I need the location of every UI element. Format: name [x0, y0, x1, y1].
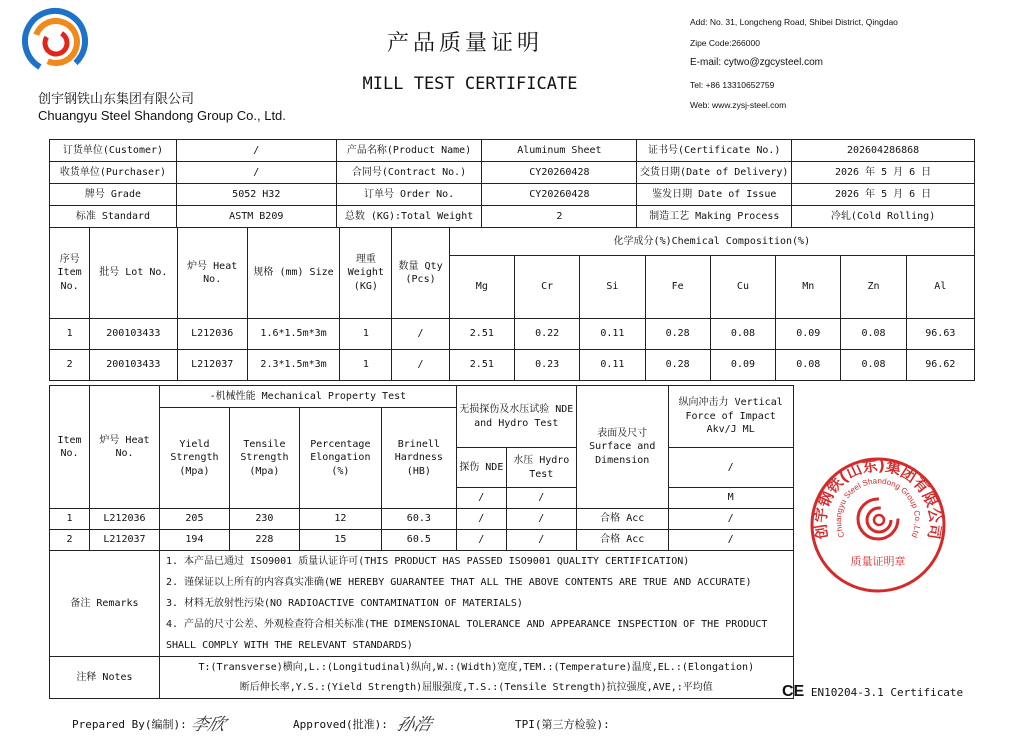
- chemical-composition-header: 化学成分(%)Chemical Composition(%): [449, 228, 974, 256]
- document-title-cn: 产品质量证明: [386, 31, 543, 56]
- mg-cell: 2.51: [449, 319, 514, 350]
- company-web: Web: www.zysj-steel.com: [690, 100, 787, 110]
- element-header: Zn: [841, 256, 906, 319]
- impact-cell: /: [668, 530, 793, 551]
- heat-no-header: 炉号 Heat No.: [89, 386, 159, 509]
- ce-mark-icon: CE: [782, 683, 805, 700]
- nde-cell: /: [456, 530, 506, 551]
- company-address: Add: No. 31, Longcheng Road, Shibei District, Qingdao: [690, 17, 898, 27]
- surface-dimension-header: 表面及尺寸 Surface and Dimension: [576, 386, 668, 509]
- certificate-no-value: 202604286868: [792, 140, 975, 162]
- impact-header: 纵向冲击力 Vertical Force of Impact Akv/J ML: [668, 386, 793, 448]
- al-cell: 96.62: [906, 350, 974, 381]
- mn-cell: 0.08: [776, 350, 841, 381]
- qty-cell: /: [392, 350, 449, 381]
- customer-label: 订货单位(Customer): [50, 140, 177, 162]
- brinell-hardness-header: Brinell Hardness (HB): [381, 408, 456, 509]
- hydro-cell: /: [506, 509, 576, 530]
- notes-line: 断后伸长率,Y.S.:(Yield Strength)屈服强度,T.S.:(Tensile Strength)抗拉强度,AVE,:平均值: [239, 681, 713, 693]
- lot-no-header: 批号 Lot No.: [90, 228, 177, 319]
- company-name-cn: 创宇钢铁山东集团有限公司: [38, 92, 195, 107]
- impact-cell: /: [668, 509, 793, 530]
- purchaser-label: 收货单位(Purchaser): [50, 162, 177, 184]
- nde-subheader: 探伤 NDE: [456, 448, 506, 488]
- item-no-cell: 2: [50, 350, 90, 381]
- heat-no-cell: L212037: [177, 350, 247, 381]
- nde-cell: /: [456, 509, 506, 530]
- grade-label: 牌号 Grade: [50, 184, 177, 206]
- company-email: E-mail: cytwo@zgcysteel.com: [690, 57, 823, 68]
- delivery-date-value: 2026 年 5 月 6 日: [792, 162, 975, 184]
- si-cell: 0.11: [580, 350, 645, 381]
- notes-label: 注释 Notes: [50, 657, 160, 699]
- approved-signature: 孙浩: [394, 715, 435, 735]
- grade-value: 5052 H32: [176, 184, 336, 206]
- total-weight-value: 2: [482, 206, 637, 228]
- stamp-ring-en: Chuangyu Steel Shandong Group Co.,Ltd: [833, 476, 923, 539]
- al-cell: 96.63: [906, 319, 974, 350]
- customer-value: /: [176, 140, 336, 162]
- table-row: [50, 350, 975, 381]
- item-no-cell: 1: [50, 319, 90, 350]
- notes-text: [159, 657, 793, 699]
- chemical-composition-table: [49, 227, 975, 381]
- remark-line: 1. 本产品已通过 ISO9001 质量认证许可(THIS PRODUCT HAS PASSED ISO9001 QUALITY CERTIFICATION): [165, 556, 690, 567]
- element-header: Mg: [449, 256, 514, 319]
- tpi-label: TPI(第三方检验):: [515, 718, 610, 731]
- product-name-label: 产品名称(Product Name): [336, 140, 482, 162]
- heat-no-header: 炉号 Heat No.: [177, 228, 247, 319]
- yield-cell: 205: [159, 509, 229, 530]
- tensile-cell: 230: [229, 509, 299, 530]
- order-no-value: CY20260428: [482, 184, 637, 206]
- mechanical-property-header: -机械性能 Mechanical Property Test: [159, 386, 456, 408]
- hydro-cell: /: [506, 530, 576, 551]
- order-no-label: 订单号 Order No.: [336, 184, 482, 206]
- cu-cell: 0.09: [710, 350, 775, 381]
- quality-seal-stamp: [808, 455, 948, 595]
- surface-cell: 合格 Acc: [576, 509, 668, 530]
- remark-line: 3. 材料无放射性污染(NO RADIOACTIVE CONTAMINATION OF MATERIALS): [165, 598, 523, 609]
- zn-cell: 0.08: [841, 319, 906, 350]
- qty-header: 数量 Qty (Pcs): [392, 228, 449, 319]
- element-header: Mn: [776, 256, 841, 319]
- heat-no-cell: L212036: [89, 509, 159, 530]
- elongation-header: Percentage Elongation (%): [299, 408, 381, 509]
- element-header: Si: [580, 256, 645, 319]
- hydro-slash-cell: /: [506, 488, 576, 509]
- cu-cell: 0.08: [710, 319, 775, 350]
- yield-cell: 194: [159, 530, 229, 551]
- stamp-bottom-text: 质量证明章: [850, 555, 906, 568]
- document-title-en: MILL TEST CERTIFICATE: [362, 74, 578, 94]
- size-cell: 1.6*1.5m*3m: [247, 319, 339, 350]
- table-row: [50, 319, 975, 350]
- remark-line: SHALL COMPLY WITH THE RELEVANT STANDARDS): [165, 640, 413, 651]
- remark-line: 4. 产品的尺寸公差、外观检查符合相关标准(THE DIMENSIONAL TOLERANCE AND APPEARANCE INSPECTION OF THE PRODUCT: [165, 619, 768, 630]
- stamp-ring-text: 创宇钢铁(山东)集团有限公司: [811, 456, 945, 541]
- prepared-by-label: Prepared By(编制):: [72, 718, 187, 731]
- size-cell: 2.3*1.5m*3m: [247, 350, 339, 381]
- cr-cell: 0.22: [514, 319, 579, 350]
- hardness-cell: 60.5: [381, 530, 456, 551]
- element-header: Al: [906, 256, 974, 319]
- item-no-header: Item No.: [50, 386, 90, 509]
- standard-value: ASTM B209: [176, 206, 336, 228]
- weight-header: 理重 Weight (KG): [340, 228, 392, 319]
- size-header: 规格 (mm) Size: [247, 228, 339, 319]
- remarks-label: 备注 Remarks: [50, 551, 160, 657]
- company-logo-icon: [22, 6, 88, 76]
- item-no-cell: 2: [50, 530, 90, 551]
- order-info-table: [49, 139, 975, 228]
- yield-strength-header: Yield Strength (Mpa): [159, 408, 229, 509]
- making-process-label: 制造工艺 Making Process: [637, 206, 792, 228]
- issue-date-label: 鉴发日期 Date of Issue: [637, 184, 792, 206]
- surface-cell: 合格 Acc: [576, 530, 668, 551]
- ce-certificate-mark: [782, 683, 963, 701]
- contract-no-value: CY20260428: [482, 162, 637, 184]
- purchaser-value: /: [176, 162, 336, 184]
- product-name-value: Aluminum Sheet: [482, 140, 637, 162]
- tensile-strength-header: Tensile Strength (Mpa): [229, 408, 299, 509]
- en10204-text: EN10204-3.1 Certificate: [810, 686, 964, 699]
- company-name-en: Chuangyu Steel Shandong Group Co., Ltd.: [38, 108, 286, 123]
- hardness-cell: 60.3: [381, 509, 456, 530]
- qty-cell: /: [392, 319, 449, 350]
- lot-no-cell: 200103433: [90, 350, 177, 381]
- mn-cell: 0.09: [776, 319, 841, 350]
- element-header: Fe: [645, 256, 710, 319]
- delivery-date-label: 交货日期(Date of Delivery): [637, 162, 792, 184]
- nde-slash-cell: /: [456, 488, 506, 509]
- si-cell: 0.11: [580, 319, 645, 350]
- approved-by-label: Approved(批准):: [293, 718, 388, 731]
- mg-cell: 2.51: [449, 350, 514, 381]
- certificate-no-label: 证书号(Certificate No.): [637, 140, 792, 162]
- impact-slash-cell: /: [668, 448, 793, 488]
- elongation-cell: 15: [299, 530, 381, 551]
- nde-hydro-header: 无损探伤及水压试验 NDE and Hydro Test: [456, 386, 576, 448]
- tensile-cell: 228: [229, 530, 299, 551]
- weight-cell: 1: [340, 319, 392, 350]
- zn-cell: 0.08: [841, 350, 906, 381]
- item-no-cell: 1: [50, 509, 90, 530]
- cr-cell: 0.23: [514, 350, 579, 381]
- item-no-header: 序号 Item No.: [50, 228, 90, 319]
- heat-no-cell: L212036: [177, 319, 247, 350]
- elongation-cell: 12: [299, 509, 381, 530]
- fe-cell: 0.28: [645, 350, 710, 381]
- notes-line: T:(Transverse)横向,L.:(Longitudinal)纵向,W.:(Width)宽度,TEM.:(Temperature)温度,EL.:(Elongation): [198, 661, 755, 673]
- impact-m-cell: M: [668, 488, 793, 509]
- contract-no-label: 合同号(Contract No.): [336, 162, 482, 184]
- making-process-value: 冷轧(Cold Rolling): [792, 206, 975, 228]
- remark-line: 2. 谨保证以上所有的内容真实准确(WE HEREBY GUARANTEE THAT ALL THE ABOVE CONTENTS ARE TRUE AND ACCURATE): [165, 577, 752, 588]
- prepared-signature: 李欣: [188, 715, 229, 735]
- remarks-list: [159, 551, 793, 657]
- heat-no-cell: L212037: [89, 530, 159, 551]
- fe-cell: 0.28: [645, 319, 710, 350]
- element-header: Cr: [514, 256, 579, 319]
- standard-label: 标准 Standard: [50, 206, 177, 228]
- hydro-subheader: 水压 Hydro Test: [506, 448, 576, 488]
- total-weight-label: 总数 (KG):Total Weight: [336, 206, 482, 228]
- company-tel: Tel: +86 13310652759: [690, 80, 775, 90]
- issue-date-value: 2026 年 5 月 6 日: [792, 184, 975, 206]
- weight-cell: 1: [340, 350, 392, 381]
- lot-no-cell: 200103433: [90, 319, 177, 350]
- element-header: Cu: [710, 256, 775, 319]
- company-zip: Zipe Code:266000: [690, 38, 760, 48]
